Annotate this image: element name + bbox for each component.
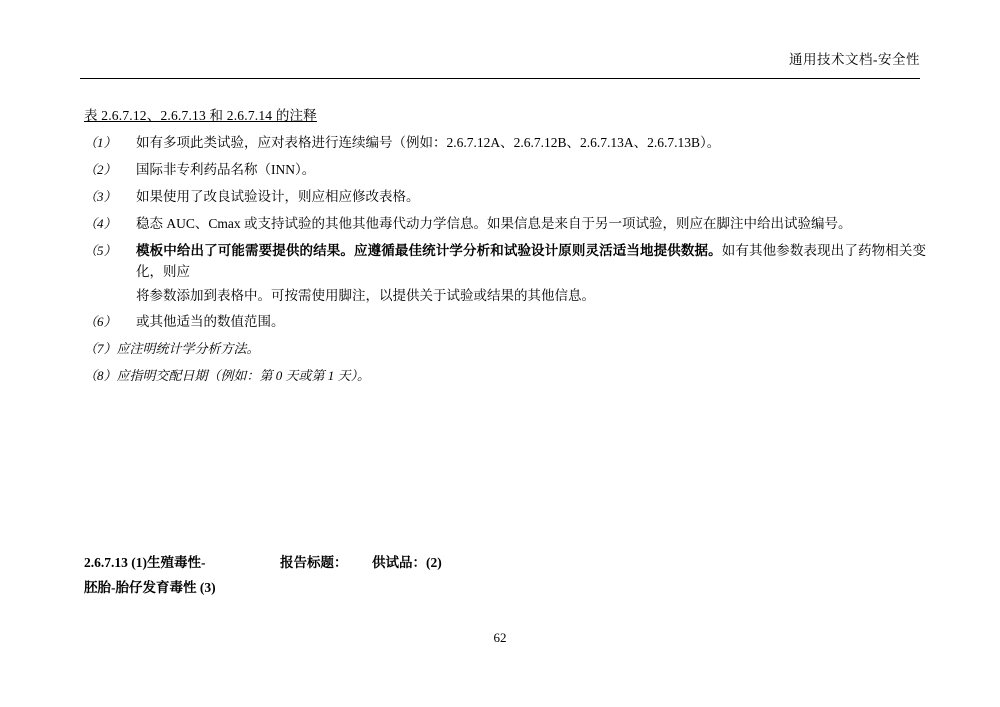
section-heading-line-2 [84,577,926,600]
note-item [84,312,926,333]
page-number: 62 [493,630,507,645]
section-number: 2.6.7.13 (1)生殖毒性- [84,555,206,570]
note-item [84,339,926,359]
section-heading [84,552,926,600]
note-text: 如有多项此类试验，应对表格进行连续编号（例如：2.6.7.12A、2.6.7.12B、2.6.7.13A、2.6.7.13B）。 [136,135,721,150]
note-item [84,187,926,208]
note-number: （6） [84,314,117,330]
note-number: （3） [84,188,117,204]
note-text-continued: 将参数添加到表格中。可按需使用脚注，以提供关于试验或结果的其他信息。 [136,287,595,303]
note-number: （1） [84,135,117,150]
note-item [84,214,926,235]
note-text: 或其他适当的数值范围。 [136,314,285,330]
note-item [84,133,926,154]
note-text: 国际非专利药品名称（INN）。 [136,161,316,177]
running-head: 通用技术文档-安全性 [789,52,920,67]
note-number: （4） [84,215,117,231]
notes-title: 表 2.6.7.12、2.6.7.13 和 2.6.7.14 的注释 [84,108,317,123]
header-divider [80,78,920,79]
note-number: （8）应指明交配日期（例如：第 0 天或第 1 天）。 [84,367,371,383]
section-subtitle: 胚胎-胎仔发育毒性 (3) [84,579,216,595]
note-text-rest: 如有其他参数表现出了药物相关变化，则应 [136,242,927,279]
test-article-label: 供试品：(2) [372,555,442,570]
note-item [84,241,926,283]
section-heading-line-1 [84,552,926,575]
note-number: （2） [84,161,117,177]
note-item [84,366,926,386]
note-text: 如果使用了改良试验设计，则应相应修改表格。 [136,188,420,204]
note-number: （5） [84,242,117,258]
note-text: 稳态 AUC、Cmax 或支持试验的其他其他毒代动力学信息。如果信息是来自于另一项试验，则应在脚注中给出试验编号。 [136,215,852,231]
note-item-continuation [84,286,926,307]
report-title-label: 报告标题： [280,555,348,570]
note-text [136,241,926,283]
note-emphasis: 模板中给出了可能需要提供的结果。应遵循最佳统计学分析和试验设计原则灵活适当地提供数据。 [136,242,722,258]
note-number: （7）应注明统计学分析方法。 [84,341,260,357]
notes-section [84,104,926,392]
note-item [84,160,926,181]
